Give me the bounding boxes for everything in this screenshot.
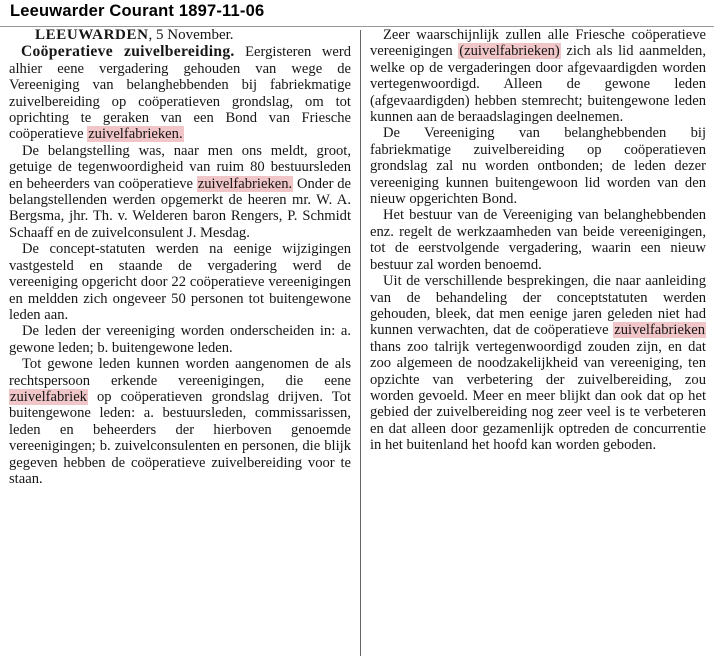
text-run: De belangstelling was, naar men ons meldt, groot, getuige de tegenwoordigheid van ruim 80 bestuursleden en beheerders van coöperatieve <box>9 142 351 192</box>
paragraph <box>9 356 351 487</box>
paragraph: De concept-statuten werden na eenige wijzigingen vastgesteld en staande de vergadering werd de vereeniging opgericht door 22 coöperatieve vereenigingen en meldden zich ongeveer 50 personen tot buitengewone leden aan. <box>9 241 351 323</box>
highlighted-term: zuivelfabrieken. <box>88 126 183 143</box>
highlighted-term: zuivelfabriek <box>10 388 87 405</box>
paragraph: De leden der vereeniging worden onderscheiden in: a. gewone leden; b. buitengewone leden. <box>9 323 351 356</box>
text-run: Eergisteren werd alhier eene vergadering gehouden van wege de Vereeniging van belanghebbenden bij fabriekmatige zuivelbereiding op coöperatieven grondslag, om tot oprichting te geraken van een Bond van Friesche coöperatieve <box>9 44 351 143</box>
text-run: Onder de belangstellenden werden opgemerkt de heeren mr. W. A. Bergsma, jhr. Th. v. Welderen baron Rengers, P. Schmidt Schaaff en de zuivelconsulent J. Mesdag. <box>9 175 351 241</box>
paragraph <box>9 143 351 241</box>
dateline <box>9 27 351 43</box>
text-run: Zeer waarschijnlijk zullen alle Friesche coöperatieve vereenigingen <box>370 27 706 60</box>
source-header: Leeuwarder Courant 1897-11-06 <box>10 2 265 20</box>
paragraph <box>370 273 706 453</box>
text-run: Uit de verschillende besprekingen, die naar aanleiding van de behandeling der conceptstatuten werden gehouden, bleek, dat men eenige jaren geleden niet had kunnen verwachten, dat de coöperatieve <box>370 273 706 339</box>
text-run: zich als lid aanmelden, welke op de vergaderingen door afgevaardigden worden vertegenwoordigd. Alleen de gewone leden (afgevaardigden) hebben stemrecht; buitengewone leden kunnen aan de beraadslagingen deelnemen. <box>370 43 707 126</box>
paragraph: De Vereeniging van belanghebbenden bij fabriekmatige zuivelbereiding op coöperatieven grondslag zal nu worden ontbonden; de leden dezer vereeniging kunnen buitengewoon lid worden van den nieuw opgerichten Bond. <box>370 125 706 208</box>
dateline-place: LEEUWARDEN <box>35 27 149 43</box>
text-run: thans zoo talrijk vertegenwoordigd zouden zijn, en dat zoo algemeen de noodzakelijkheid van vereeniging, ten opzichte van verbetering der zuivelbereiding, zou worden gevoeld. Meer en meer blijkt dan ook dat op het gebied der zuivelbereiding nog zeer veel is te verbeteren en dat alleen door gezamenlijk optreden de concurrentie in het buitenland het hoofd kan worden geboden. <box>370 338 706 454</box>
highlighted-term: zuivelfabrieken. <box>197 175 293 192</box>
dateline-date: , 5 November. <box>148 27 234 43</box>
text-run: Tot gewone leden kunnen worden aangenomen de als rechtspersoon erkende vereenigingen, die eene <box>9 356 351 389</box>
right-column <box>370 27 706 454</box>
column-divider <box>360 30 361 656</box>
text-run: op coöperatieven grondslag drijven. Tot buitengewone leden: a. bestuursleden, commissarissen, leden en beheerders der hierboven genoemde vereenigingen; b. zuivelconsulenten en personen, die blijk gegeven hebben de coöperatieve zuivelbereiding voor te staan. <box>9 388 351 487</box>
highlighted-term: zuivelfabrieken <box>614 322 705 339</box>
left-column <box>9 27 351 487</box>
paragraph <box>9 44 351 142</box>
paragraph: Het bestuur van de Vereeniging van belanghebbenden enz. regelt de werkzaamheden van beide vereenigingen, tot de eerstvolgende vergadering, waarin een nieuw bestuur zal worden benoemd. <box>370 207 706 273</box>
paragraph <box>370 27 706 125</box>
article-headline: Coöperatieve zuivelbereiding. <box>21 43 235 61</box>
highlighted-term: (zuivelfabrieken) <box>459 43 560 60</box>
